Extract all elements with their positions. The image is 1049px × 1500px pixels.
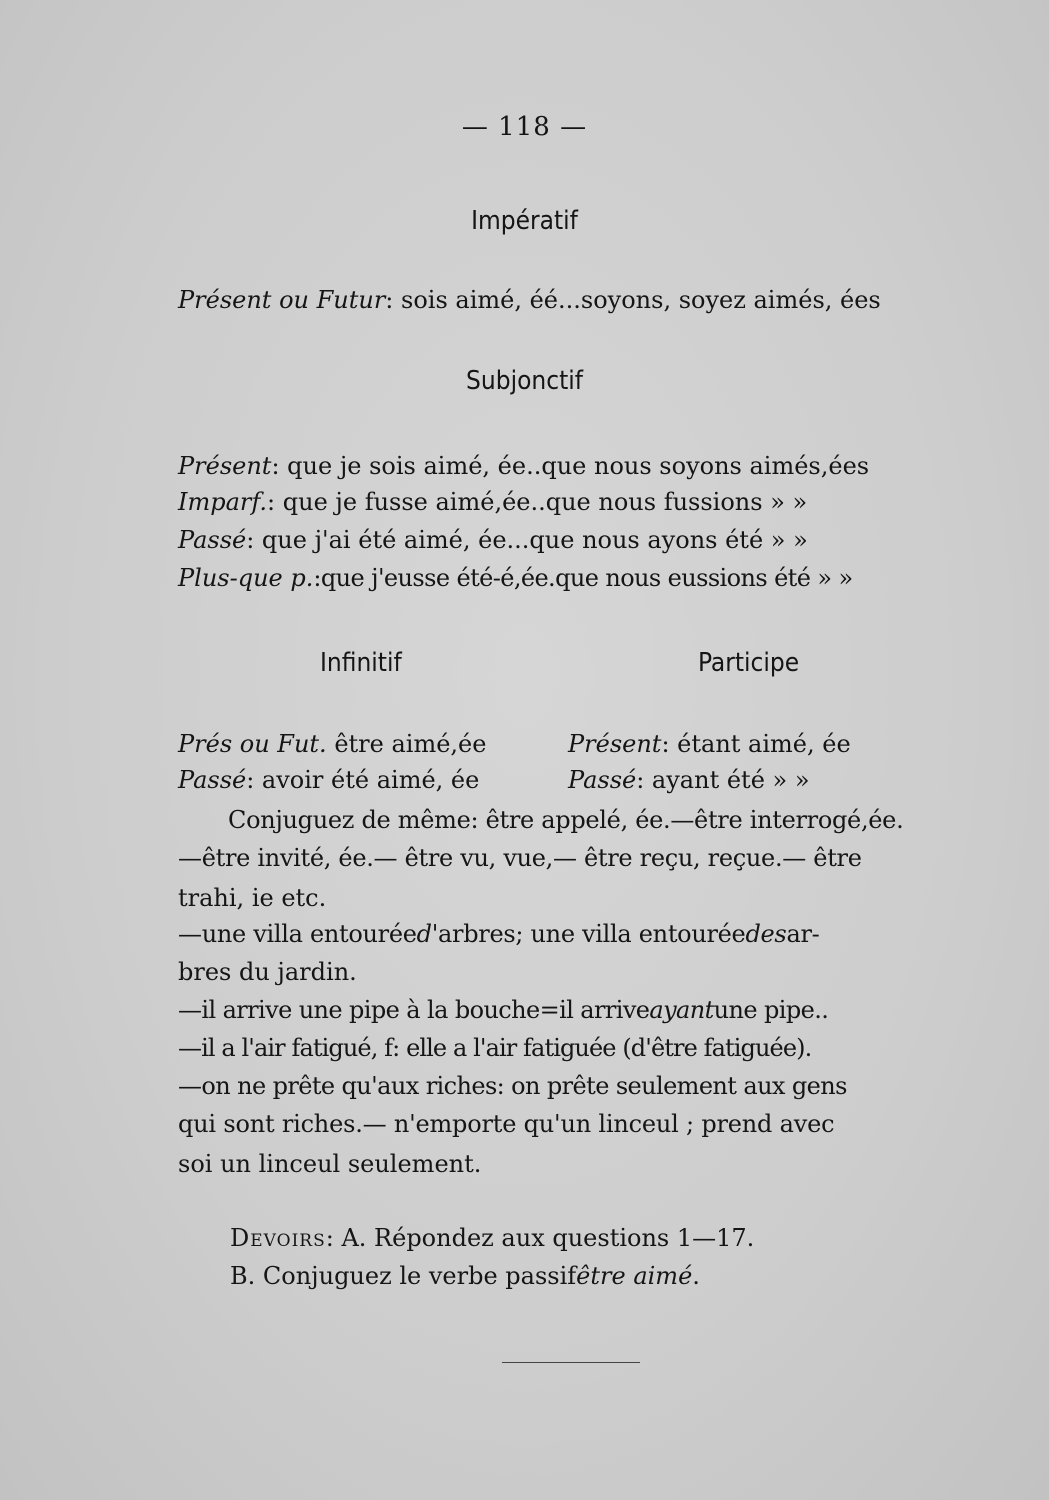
infinitif-label: Passé	[178, 766, 247, 794]
subjonctif-row	[178, 488, 962, 516]
exercise-line	[178, 920, 962, 948]
participe-row	[568, 766, 810, 794]
subjonctif-label: Plus-que p.	[178, 564, 314, 592]
imperatif-label: Présent ou Futur	[178, 286, 386, 314]
subjonctif-text: : que je fusse aimé,ée..que nous fussions » »	[267, 488, 808, 516]
exercise-text: ar-	[786, 920, 820, 948]
infinitif-text: : avoir été aimé, ée	[246, 766, 480, 794]
subjonctif-text: : que je sois aimé, ée..que nous soyons aimés,ées	[271, 452, 870, 480]
infinitif-label: Prés ou Fut.	[178, 730, 327, 758]
exercise-text: —une villa entourée	[178, 920, 417, 948]
infinitif-row	[178, 766, 479, 794]
subjonctif-row	[178, 564, 962, 592]
devoirs-line	[230, 1262, 930, 1290]
exercise-emphasis: d'	[416, 920, 439, 948]
devoirs-text: B. Conjuguez le verbe passif	[230, 1262, 577, 1290]
exercise-line: qui sont riches.— n'emporte qu'un linceul ; prend avec	[178, 1110, 835, 1138]
exercise-emphasis: des	[745, 920, 787, 948]
exercise-line: —être invité, ée.— être vu, vue,— être reçu, reçue.— être	[178, 844, 862, 872]
infinitif-heading: Infinitif	[320, 648, 402, 678]
imperatif-text: : sois aimé, éé...soyons, soyez aimés, ées	[385, 286, 881, 314]
subjonctif-text: : que j'ai été aimé, ée...que nous ayons été » »	[246, 526, 808, 554]
subjonctif-heading: Subjonctif	[466, 366, 583, 396]
imperatif-line	[178, 286, 962, 314]
devoirs-label: Devoirs	[230, 1224, 326, 1252]
exercise-line: —on ne prête qu'aux riches: on prête seulement aux gens	[178, 1072, 847, 1100]
devoirs-emphasis: être aimé	[576, 1262, 693, 1290]
participe-text: : étant aimé, ée	[661, 730, 851, 758]
devoirs-line	[230, 1224, 930, 1252]
devoirs-text: .	[692, 1262, 700, 1290]
devoirs-text: : A. Répondez aux questions 1—17.	[325, 1224, 755, 1252]
participe-text: : ayant été » »	[636, 766, 810, 794]
exercise-line	[178, 996, 962, 1024]
subjonctif-row	[178, 526, 962, 554]
exercise-line: soi un linceul seulement.	[178, 1150, 482, 1178]
participe-label: Présent	[568, 730, 662, 758]
exercise-line: Conjuguez de même: être appelé, ée.—être interrogé,ée.	[228, 806, 904, 834]
subjonctif-row	[178, 452, 962, 480]
exercise-text: —il arrive une pipe à la bouche=il arrive	[178, 996, 650, 1024]
exercise-text: arbres; une villa entourée	[438, 920, 746, 948]
exercise-emphasis: ayant	[649, 996, 714, 1024]
participe-row	[568, 730, 851, 758]
infinitif-row	[178, 730, 486, 758]
infinitif-text: être aimé,ée	[334, 730, 487, 758]
exercise-text: une pipe..	[713, 996, 829, 1024]
participe-heading: Participe	[698, 648, 800, 678]
imperatif-heading: Impératif	[471, 206, 578, 236]
participe-label: Passé	[568, 766, 637, 794]
exercise-line: bres du jardin.	[178, 958, 357, 986]
subjonctif-label: Imparf.	[178, 488, 268, 516]
subjonctif-text: :que j'eusse été-é,ée.que nous eussions été » »	[313, 564, 853, 592]
exercise-line: —il a l'air fatigué, f: elle a l'air fatiguée (d'être fatiguée).	[178, 1034, 812, 1062]
subjonctif-label: Présent	[178, 452, 272, 480]
subjonctif-label: Passé	[178, 526, 247, 554]
exercise-line: trahi, ie etc.	[178, 884, 327, 912]
page-number: — 118 —	[461, 112, 588, 142]
closing-rule	[502, 1362, 640, 1363]
